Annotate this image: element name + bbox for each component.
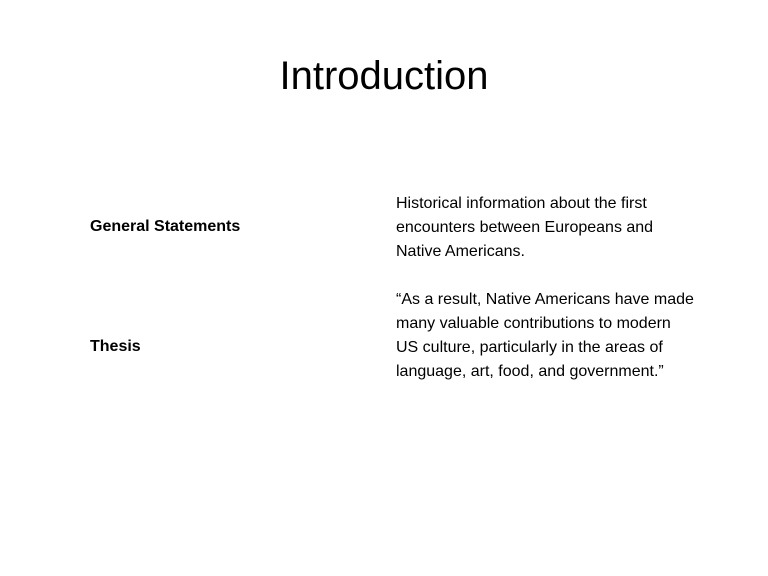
thesis-label: Thesis	[90, 338, 141, 355]
slide-title: Introduction	[279, 54, 489, 98]
general-statements-text: Historical information about the first encounters between Europeans and Native Americans.	[396, 195, 654, 260]
thesis-text: “As a result, Native Americans have made many valuable contributions to modern US culture, particularly in the areas of language, art, food, and government.”	[396, 291, 694, 380]
general-statements-label: General Statements	[90, 218, 241, 235]
